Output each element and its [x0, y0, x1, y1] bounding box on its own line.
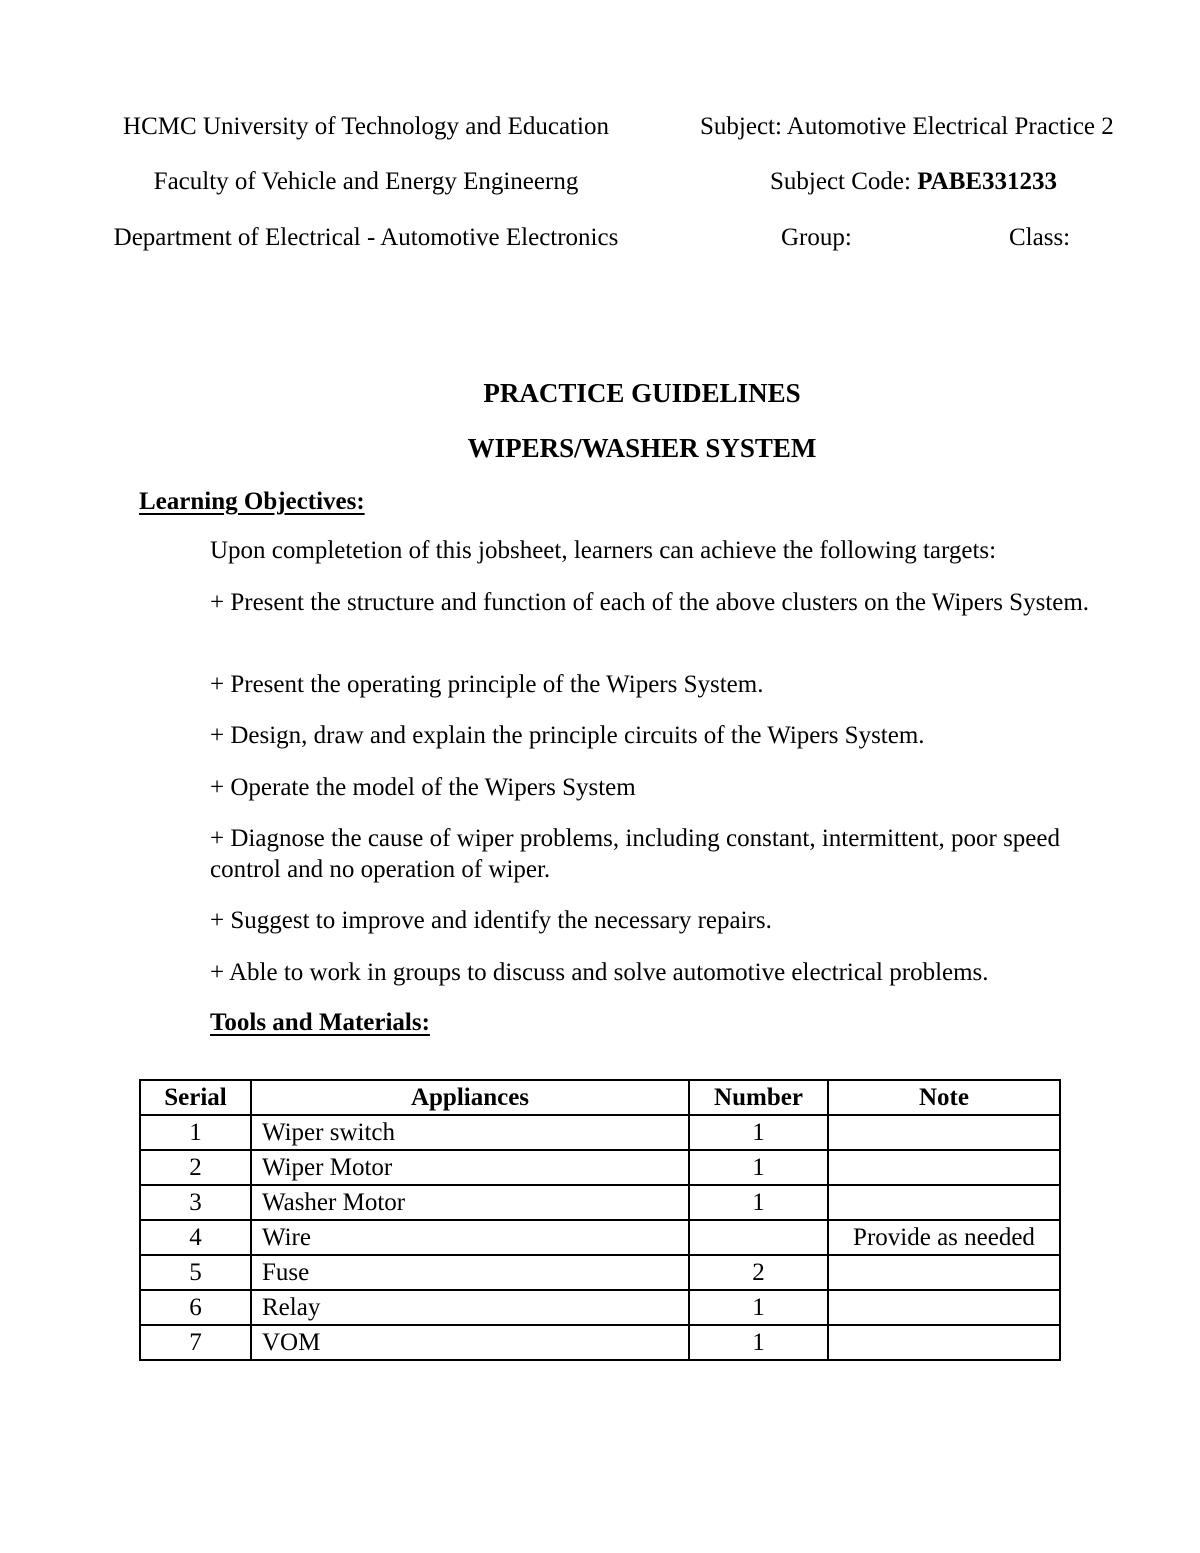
cell-note [828, 1185, 1060, 1220]
cell-appliance: Wiper Motor [251, 1150, 689, 1185]
cell-serial: 6 [140, 1290, 251, 1325]
cell-appliance: Wire [251, 1220, 689, 1255]
cell-note [828, 1255, 1060, 1290]
cell-serial: 4 [140, 1220, 251, 1255]
cell-note [828, 1290, 1060, 1325]
column-header-note: Note [828, 1080, 1060, 1115]
department-name: Department of Electrical - Automotive Electronics [113, 224, 619, 251]
table-row [140, 1150, 1060, 1185]
cell-number: 2 [689, 1255, 828, 1290]
cell-note [828, 1150, 1060, 1185]
table-row [140, 1325, 1060, 1360]
cell-serial: 7 [140, 1325, 251, 1360]
subject-line: Subject: Automotive Electrical Practice 2 [700, 113, 1114, 140]
cell-serial: 3 [140, 1185, 251, 1220]
tools-table [139, 1079, 1061, 1361]
learning-objectives-heading: Learning Objectives: [139, 488, 365, 515]
subject-code-line [770, 169, 1057, 194]
group-label: Group: [781, 224, 852, 251]
objective-item: + Present the structure and function of each of the above clusters on the Wipers System. [210, 589, 1090, 616]
subject-code-value: PABE331233 [917, 168, 1058, 195]
objectives-intro: Upon completetion of this jobsheet, learners can achieve the following targets: [210, 537, 997, 564]
tools-heading: Tools and Materials: [210, 1009, 430, 1036]
cell-appliance: VOM [251, 1325, 689, 1360]
objective-item: + Present the operating principle of the Wipers System. [210, 671, 764, 698]
cell-number [689, 1220, 828, 1255]
table-row [140, 1255, 1060, 1290]
university-name: HCMC University of Technology and Education [123, 113, 609, 140]
cell-note [828, 1115, 1060, 1150]
cell-number: 1 [689, 1185, 828, 1220]
cell-appliance: Wiper switch [251, 1115, 689, 1150]
page-subtitle: WIPERS/WASHER SYSTEM [467, 433, 817, 463]
column-header-number: Number [689, 1080, 828, 1115]
column-header-appliances: Appliances [251, 1080, 689, 1115]
faculty-name: Faculty of Vehicle and Energy Engineerng [153, 168, 579, 195]
objective-item: + Able to work in groups to discuss and solve automotive electrical problems. [210, 959, 989, 986]
table-row [140, 1220, 1060, 1255]
objective-item: + Diagnose the cause of wiper problems, including constant, intermittent, poor speed control and no operation of wiper. [210, 825, 1060, 883]
cell-appliance: Washer Motor [251, 1185, 689, 1220]
cell-number: 1 [689, 1325, 828, 1360]
cell-serial: 2 [140, 1150, 251, 1185]
table-header-row [140, 1080, 1060, 1115]
cell-serial: 1 [140, 1115, 251, 1150]
cell-note: Provide as needed [828, 1220, 1060, 1255]
objective-item: + Operate the model of the Wipers System [210, 774, 636, 801]
cell-number: 1 [689, 1115, 828, 1150]
objective-item: + Suggest to improve and identify the necessary repairs. [210, 907, 772, 934]
objective-item: + Design, draw and explain the principle circuits of the Wipers System. [210, 722, 925, 749]
cell-note [828, 1325, 1060, 1360]
column-header-serial: Serial [140, 1080, 251, 1115]
cell-appliance: Fuse [251, 1255, 689, 1290]
page-title: PRACTICE GUIDELINES [483, 378, 801, 408]
cell-number: 1 [689, 1290, 828, 1325]
cell-number: 1 [689, 1150, 828, 1185]
table-row [140, 1115, 1060, 1150]
cell-serial: 5 [140, 1255, 251, 1290]
subject-code-label: Subject Code: [770, 168, 918, 195]
cell-appliance: Relay [251, 1290, 689, 1325]
table-row [140, 1185, 1060, 1220]
table-row [140, 1290, 1060, 1325]
class-label: Class: [1009, 224, 1071, 251]
